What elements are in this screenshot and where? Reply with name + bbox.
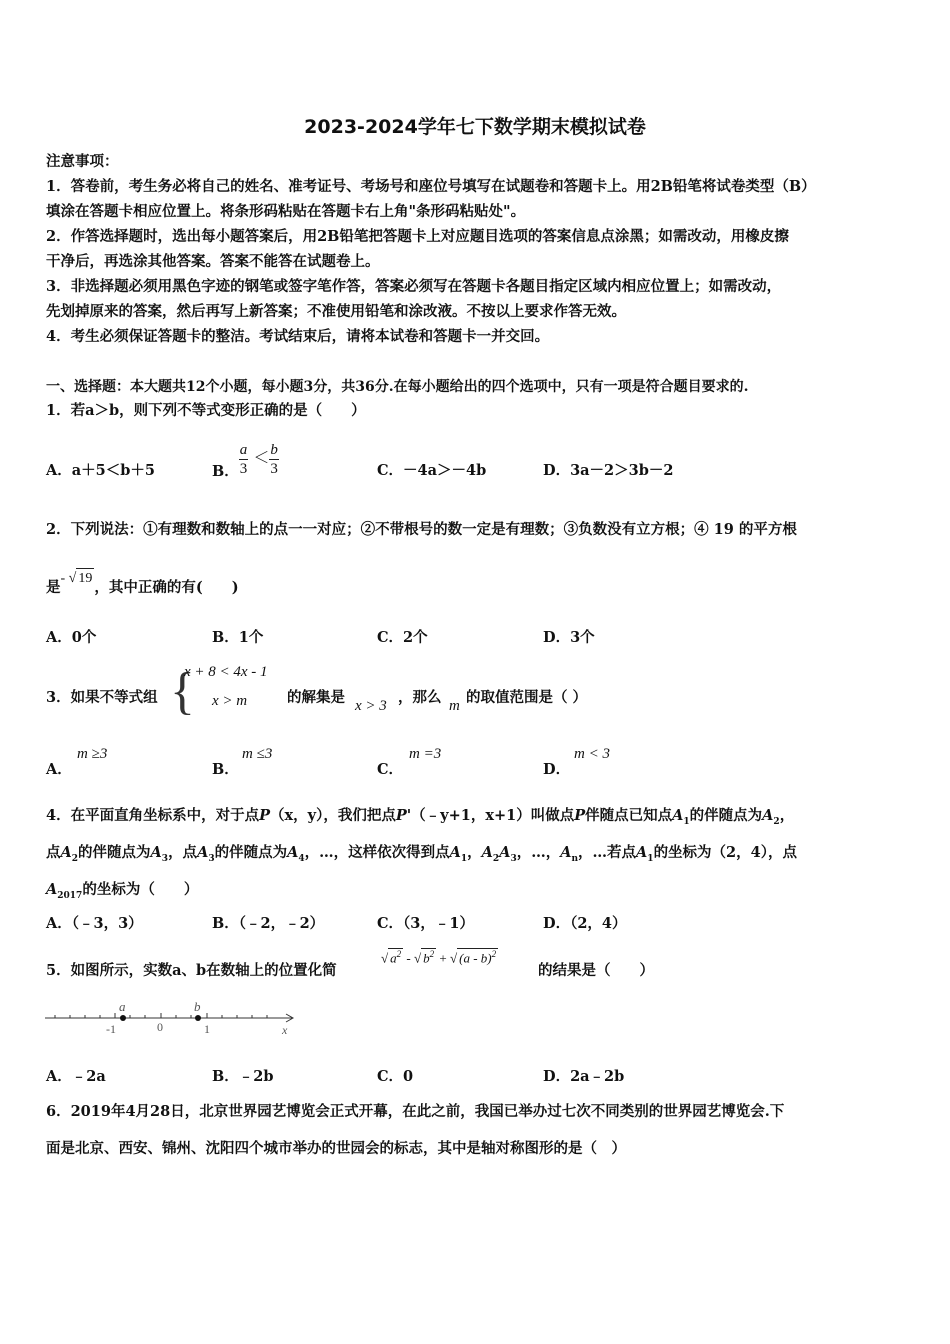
q4-point-a: A <box>560 844 572 861</box>
q4-sub: 1 <box>683 816 690 827</box>
q4-sub: 4 <box>298 853 305 864</box>
q4-point-a: A <box>636 844 648 861</box>
q4-point-a: A <box>481 844 493 861</box>
q4-point-a: A <box>150 844 162 861</box>
number-line-figure <box>40 995 300 1040</box>
notice-line: 干净后，再选涂其他答案。答案不能答在试题卷上。 <box>46 253 380 270</box>
q4-text: 点 <box>46 844 61 861</box>
exponent: 2 <box>429 949 435 959</box>
frac-num: b <box>270 441 278 458</box>
q4-point-a: A <box>197 844 209 861</box>
q4-point-a: A <box>499 844 511 861</box>
q4-option-d: D．（2，4） <box>543 915 627 932</box>
q4-sub: 2 <box>773 816 780 827</box>
q4-point-a: A <box>60 844 72 861</box>
sqrt-a2 <box>388 948 403 966</box>
tick-label-1: 1 <box>204 1022 210 1036</box>
sqrt-ab2 <box>457 948 498 966</box>
q3-solution: x > 3 <box>355 698 387 714</box>
q3-mid: 的解集是 <box>287 689 345 706</box>
q4-option-a: A．（﹣3，3） <box>46 915 143 932</box>
exponent: 2 <box>396 949 402 959</box>
q4-point-p-prime: P' <box>395 807 412 824</box>
system-line-1: x + 8 < 4x - 1 <box>184 664 268 680</box>
notice-line: 3．非选择题必须用黑色字迹的钢笔或签字笔作答，答案必须写在答题卡各题目指定区域内相应位置上；如需改动， <box>46 278 782 295</box>
page-title: 2023-2024学年七下数学期末模拟试卷 <box>304 116 646 138</box>
point-b-label: b <box>194 999 201 1014</box>
q4-text: 的伴随点为 <box>78 844 151 861</box>
exponent: 2 <box>491 949 497 959</box>
frac-den: 3 <box>270 460 278 477</box>
question-3-pre: 3．如果不等式组 <box>46 689 158 706</box>
system-line-2: x > m <box>212 693 248 709</box>
point-b-dot <box>195 1015 201 1021</box>
point-a-label: a <box>119 999 126 1014</box>
q2-cont-post: ，其中正确的有( ) <box>94 579 239 596</box>
q4-sub: 2 <box>492 853 500 864</box>
q5-option-d: D．2a﹣2b <box>543 1068 625 1085</box>
q4-text: 的伴随点为 <box>214 844 288 861</box>
notice-line: 1．答卷前，考生务必将自己的姓名、准考证号、考场号和座位号填写在试题卷和答题卡上。用2B铅笔将试卷类型（B） <box>46 178 816 195</box>
question-5-stem: 5．如图所示，实数a、b在数轴上的位置化简 <box>46 962 337 979</box>
q4-text: ，点 <box>168 844 198 861</box>
q4-point-a: A <box>287 844 299 861</box>
q2-option-d: D．3个 <box>543 629 595 646</box>
q1-option-d: D．3a－2＞3b－2 <box>543 462 674 479</box>
q3-var-m: m <box>449 698 460 714</box>
less-than: ＜ <box>253 450 270 467</box>
q4-point-a: A <box>762 807 774 824</box>
fraction-b-over-3 <box>269 441 279 478</box>
q1-option-b <box>212 436 279 482</box>
q1-option-a: A．a＋5＜b＋5 <box>46 462 155 479</box>
sqrt-sign: √ <box>413 950 422 966</box>
q3-option-b-label: B． <box>212 761 239 778</box>
q4-text: ， <box>779 807 795 824</box>
q4-point-p: P <box>574 807 586 824</box>
question-1-stem: 1．若a＞b，则下列不等式变形正确的是（ ） <box>46 402 366 419</box>
q3-option-a: m ≥3 <box>77 746 108 762</box>
q3-option-a-label: A． <box>46 761 72 778</box>
question-6-line-2: 面是北京、西安、锦州、沈阳四个城市举办的世园会的标志，其中是轴对称图形的是（ ） <box>46 1140 626 1157</box>
q4-text: （x，y），我们把点 <box>270 807 396 824</box>
q4-text: 的坐标为（2，4），点 <box>653 844 797 861</box>
q4-point-a: A <box>46 881 58 898</box>
sqrt-b2 <box>421 948 436 966</box>
q4-option-b: B．（﹣2，﹣2） <box>212 915 325 932</box>
q4-sub: n <box>571 853 579 864</box>
sqrt-sign: √ <box>68 571 77 586</box>
fraction-a-over-3 <box>239 441 249 478</box>
q5-option-c: C．0 <box>377 1068 414 1085</box>
radicand: 19 <box>76 568 94 589</box>
section-header: 一、选择题：本大题共12个小题，每小题3分，共36分.在每小题给出的四个选项中，只有一项是符合题目要求的. <box>46 379 749 395</box>
point-a-dot <box>120 1015 126 1021</box>
q3-option-d: m < 3 <box>574 746 610 762</box>
question-4-line-2: 点$A_2$的伴随点为$A_3$，点$A_3$的伴随点为$A_4$，…，这样依次得到点$A_1$，$A_2A_3$，…，$A_n$，…若点$A_1$的坐标为（2，4），点 <box>46 844 797 864</box>
q4-option-c: C．（3，﹣1） <box>377 915 474 932</box>
question-2-stem: 2．下列说法：①有理数和数轴上的点一一对应；②不带根号的数一定是有理数；③负数没有立方根；④ 19 的平方根 <box>46 521 797 538</box>
radicand: a <box>390 950 397 966</box>
notice-heading: 注意事项： <box>46 153 119 170</box>
radicand: (a - b) <box>459 950 492 966</box>
q4-sub: 2 <box>71 853 79 864</box>
minus-sign: - <box>406 950 411 966</box>
tick-label-0: 0 <box>157 1020 163 1034</box>
q1-option-b-label: B． <box>212 463 239 480</box>
q3-mid2: ，那么 <box>398 689 442 706</box>
question-2-cont <box>46 571 239 599</box>
question-4-line-3 <box>46 880 198 906</box>
q4-sub: 3 <box>510 853 517 864</box>
sqrt-sign: √ <box>449 950 458 966</box>
notice-line: 2．作答选择题时，选出每小题答案后，用2B铅笔把答题卡上对应题目选项的答案信息点涂黑；如需改动，用橡皮擦 <box>46 228 789 245</box>
q4-text: （﹣y+1，x+1）叫做点 <box>411 807 575 824</box>
q3-option-d-label: D． <box>543 761 571 778</box>
notice-line: 4．考生必须保证答题卡的整洁。考试结束后，请将本试卷和答题卡一并交回。 <box>46 328 550 345</box>
axis-ticks <box>55 1013 267 1018</box>
neg-sqrt-19 <box>61 568 95 589</box>
q1-option-c: C．－4a＞－4b <box>377 462 487 479</box>
frac-den: 3 <box>239 460 248 477</box>
sqrt-sign: √ <box>381 950 389 966</box>
q4-sub: 3 <box>208 853 215 864</box>
q3-post: 的取值范围是（ ） <box>466 689 588 706</box>
q4-text: 的伴随点为 <box>689 807 763 824</box>
q5-post: 的结果是（ ） <box>538 962 654 979</box>
frac-num: a <box>239 441 248 458</box>
tick-label-minus-1: -1 <box>106 1022 116 1036</box>
q4-sub: 3 <box>161 853 169 864</box>
q5-option-b: B．﹣2b <box>212 1068 274 1085</box>
neg-sign: - <box>60 571 66 586</box>
q4-text: ，…，这样依次得到点 <box>304 844 450 861</box>
q2-option-a: A．0个 <box>46 629 97 646</box>
q3-option-c-label: C． <box>377 761 404 778</box>
q3-option-c: m =3 <box>409 746 442 762</box>
q4-text: 伴随点已知点 <box>585 807 673 824</box>
q4-sub: 1 <box>460 853 468 864</box>
axis-label-x: x <box>282 1023 288 1037</box>
radicand: b <box>423 950 430 966</box>
q4-point-p: P <box>259 807 270 824</box>
q2-cont-pre: 是 <box>46 579 61 596</box>
plus-sign: + <box>439 950 447 966</box>
q2-option-b: B．1个 <box>212 629 264 646</box>
q5-option-a: A．﹣2a <box>46 1068 106 1085</box>
q2-option-c: C．2个 <box>377 629 428 646</box>
q4-text: 的坐标为（ ） <box>82 881 199 898</box>
q4-point-a: A <box>449 844 461 861</box>
q4-sub: 2017 <box>57 890 83 901</box>
q4-text: 4．在平面直角坐标系中，对于点 <box>46 807 260 824</box>
q3-option-b: m ≤3 <box>242 746 273 762</box>
q4-text: ，…， <box>516 844 561 861</box>
q4-point-a: A <box>672 807 684 824</box>
notice-line: 先划掉原来的答案，然后再写上新答案；不准使用铅笔和涂改液。不按以上要求作答无效。 <box>46 303 626 320</box>
q5-expression <box>381 948 498 966</box>
q4-text: ，…若点 <box>578 844 637 861</box>
question-6-line-1: 6．2019年4月28日，北京世界园艺博览会正式开幕，在此之前，我国已举办过七次不同类别的世界园艺博览会.下 <box>46 1103 785 1120</box>
notice-line: 填涂在答题卡相应位置上。将条形码粘贴在答题卡右上角"条形码粘贴处"。 <box>46 203 526 220</box>
system-brace: { <box>170 663 195 720</box>
question-4-line-1 <box>46 806 794 832</box>
q4-sub: 1 <box>647 853 654 864</box>
